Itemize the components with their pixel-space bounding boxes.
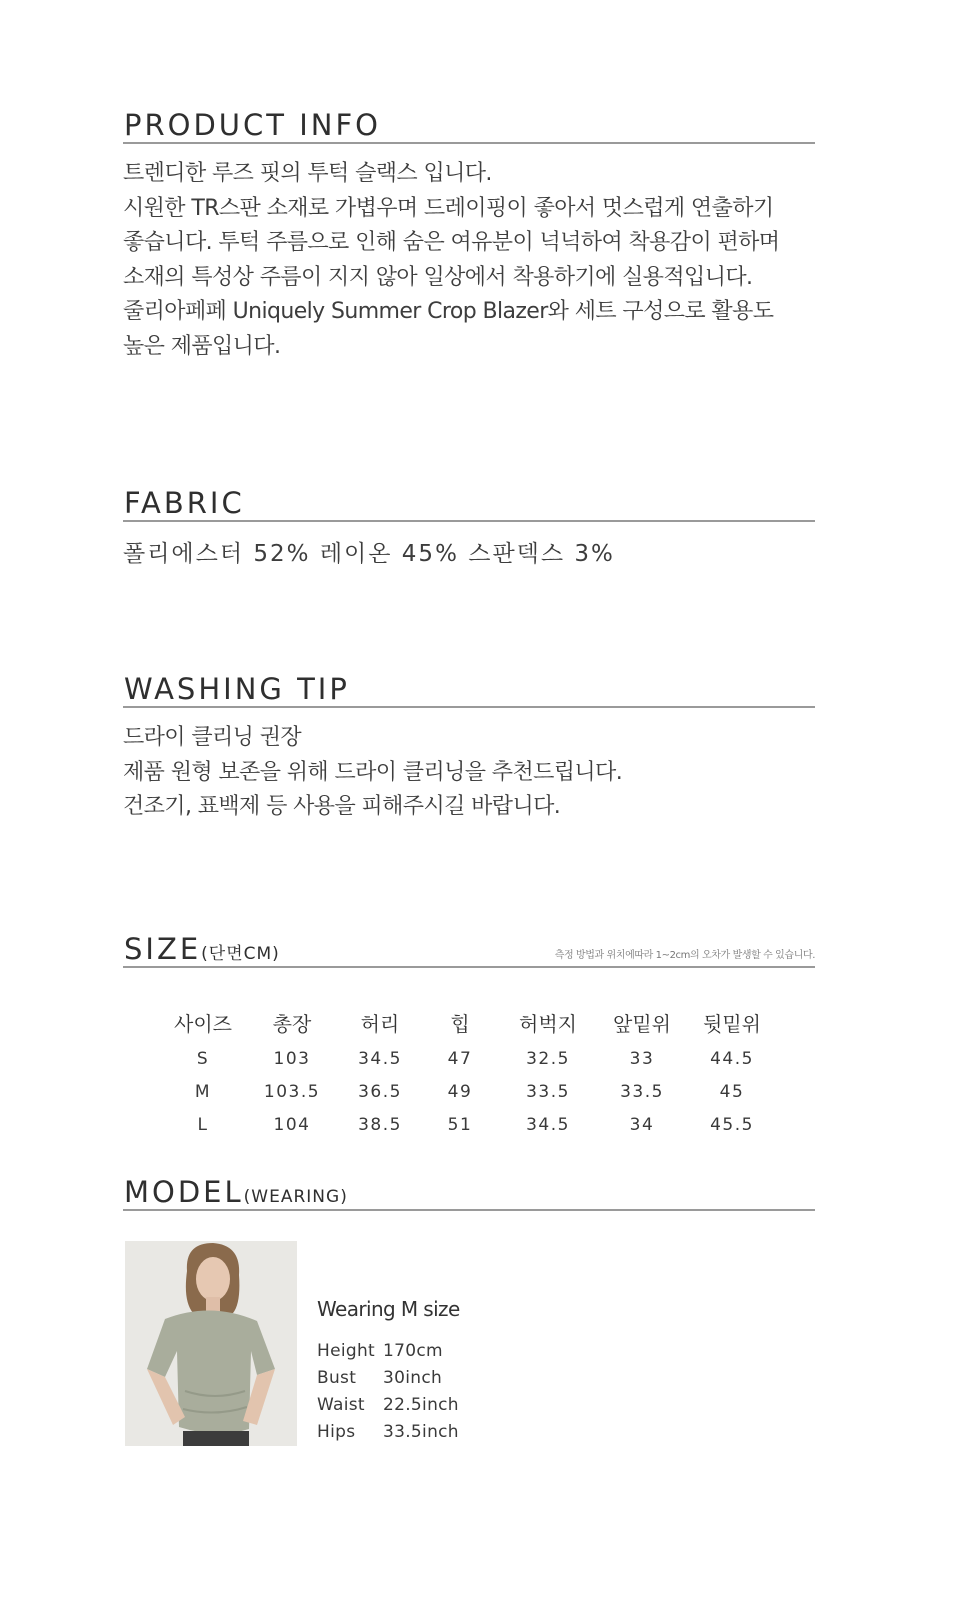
model-divider [123,1209,815,1211]
size-cell: 44.5 [710,1048,754,1069]
size-header-cell: 사이즈 [174,1011,232,1036]
model-title [124,1175,348,1209]
product-info-line: 시원한 TR스판 소재로 가볍우며 드레이핑이 좋아서 멋스럽게 연출하기 [123,195,774,221]
size-table-header [158,1002,780,1042]
model-title-main: MODEL [124,1175,244,1209]
size-cell: 36.5 [358,1081,402,1102]
table-row [158,1042,780,1075]
size-cell: 38.5 [358,1114,402,1135]
product-info-line: 높은 제품입니다. [123,333,281,359]
size-cell: 45.5 [710,1114,754,1135]
size-header-cell: 뒷밑위 [703,1011,761,1036]
list-item [317,1418,459,1445]
fabric-divider [123,520,815,522]
size-header-cell: 허벅지 [519,1011,577,1036]
measurement-label: Hips [317,1421,356,1442]
size-header-cell: 힙 [450,1011,470,1036]
size-cell: 47 [447,1048,473,1069]
measurement-label: Waist [317,1394,365,1415]
product-info-line: 소재의 특성상 주름이 지지 않아 일상에서 착용하기에 실용적입니다. [123,264,753,290]
size-cell: 51 [447,1114,473,1135]
model-figure-illustration [125,1241,297,1446]
product-info-description [123,157,779,364]
measurement-label: Bust [317,1367,357,1388]
washing-tip-title: WASHING TIP [124,672,350,706]
size-header-cell: 총장 [272,1011,312,1036]
size-cell: 33.5 [620,1081,664,1102]
size-cell: 34.5 [526,1114,570,1135]
size-cell: 49 [447,1081,473,1102]
model-photo [125,1241,297,1446]
washing-tip-line: 제품 원형 보존을 위해 드라이 클리닝을 추천드립니다. [123,759,623,785]
list-item [317,1337,459,1364]
fabric-title: FABRIC [124,486,245,520]
list-item [317,1391,459,1418]
list-item [317,1364,459,1391]
size-cell: 34.5 [358,1048,402,1069]
size-table [158,1002,780,1141]
table-row [158,1108,780,1141]
size-title-unit: (단면CM) [201,944,280,964]
washing-tip-text [123,721,622,825]
size-title [124,932,280,966]
size-header-cell: 허리 [360,1011,400,1036]
measurement-value: 30inch [383,1367,443,1388]
measurement-value: 170cm [383,1340,443,1361]
size-cell: 104 [273,1114,311,1135]
measurement-value: 33.5inch [383,1421,459,1442]
size-cell: 103 [273,1048,311,1069]
size-cell: 33 [629,1048,655,1069]
washing-tip-line: 건조기, 표백제 등 사용을 피해주시길 바랍니다. [123,794,561,819]
washing-tip-divider [123,706,815,708]
measurement-value: 22.5inch [383,1394,459,1415]
measurement-label: Height [317,1340,375,1361]
size-cell: S [196,1048,210,1069]
size-cell: 32.5 [526,1048,570,1069]
model-wearing-caption: Wearing M size [317,1297,460,1321]
product-info-divider [123,142,815,144]
size-cell: 33.5 [526,1081,570,1102]
washing-tip-line: 드라이 클리닝 권장 [123,725,302,750]
size-cell: L [197,1114,209,1135]
model-measurements [317,1337,459,1445]
size-divider [123,966,815,968]
product-info-line: 줄리아페페 Uniquely Summer Crop Blazer와 세트 구성으로 활용도 [123,299,774,324]
size-cell: 34 [629,1114,655,1135]
size-title-main: SIZE [124,932,202,966]
size-measurement-note: 측정 방법과 위치에따라 1~2cm의 오차가 발생할 수 있습니다. [554,950,815,961]
size-cell: M [194,1081,212,1102]
size-cell: 45 [719,1081,745,1102]
product-info-line: 트렌디한 루즈 핏의 투턱 슬랙스 입니다. [123,161,492,186]
table-row [158,1075,780,1108]
product-info-title: PRODUCT INFO [124,108,381,142]
fabric-composition: 폴리에스터 52% 레이온 45% 스판덱스 3% [123,541,615,567]
product-info-line: 좋습니다. 투턱 주름으로 인해 숨은 여유분이 넉넉하여 착용감이 편하며 [123,230,780,255]
size-header-cell: 앞밑위 [613,1011,671,1036]
size-cell: 103.5 [263,1081,321,1102]
model-title-sub: (WEARING) [243,1187,348,1207]
